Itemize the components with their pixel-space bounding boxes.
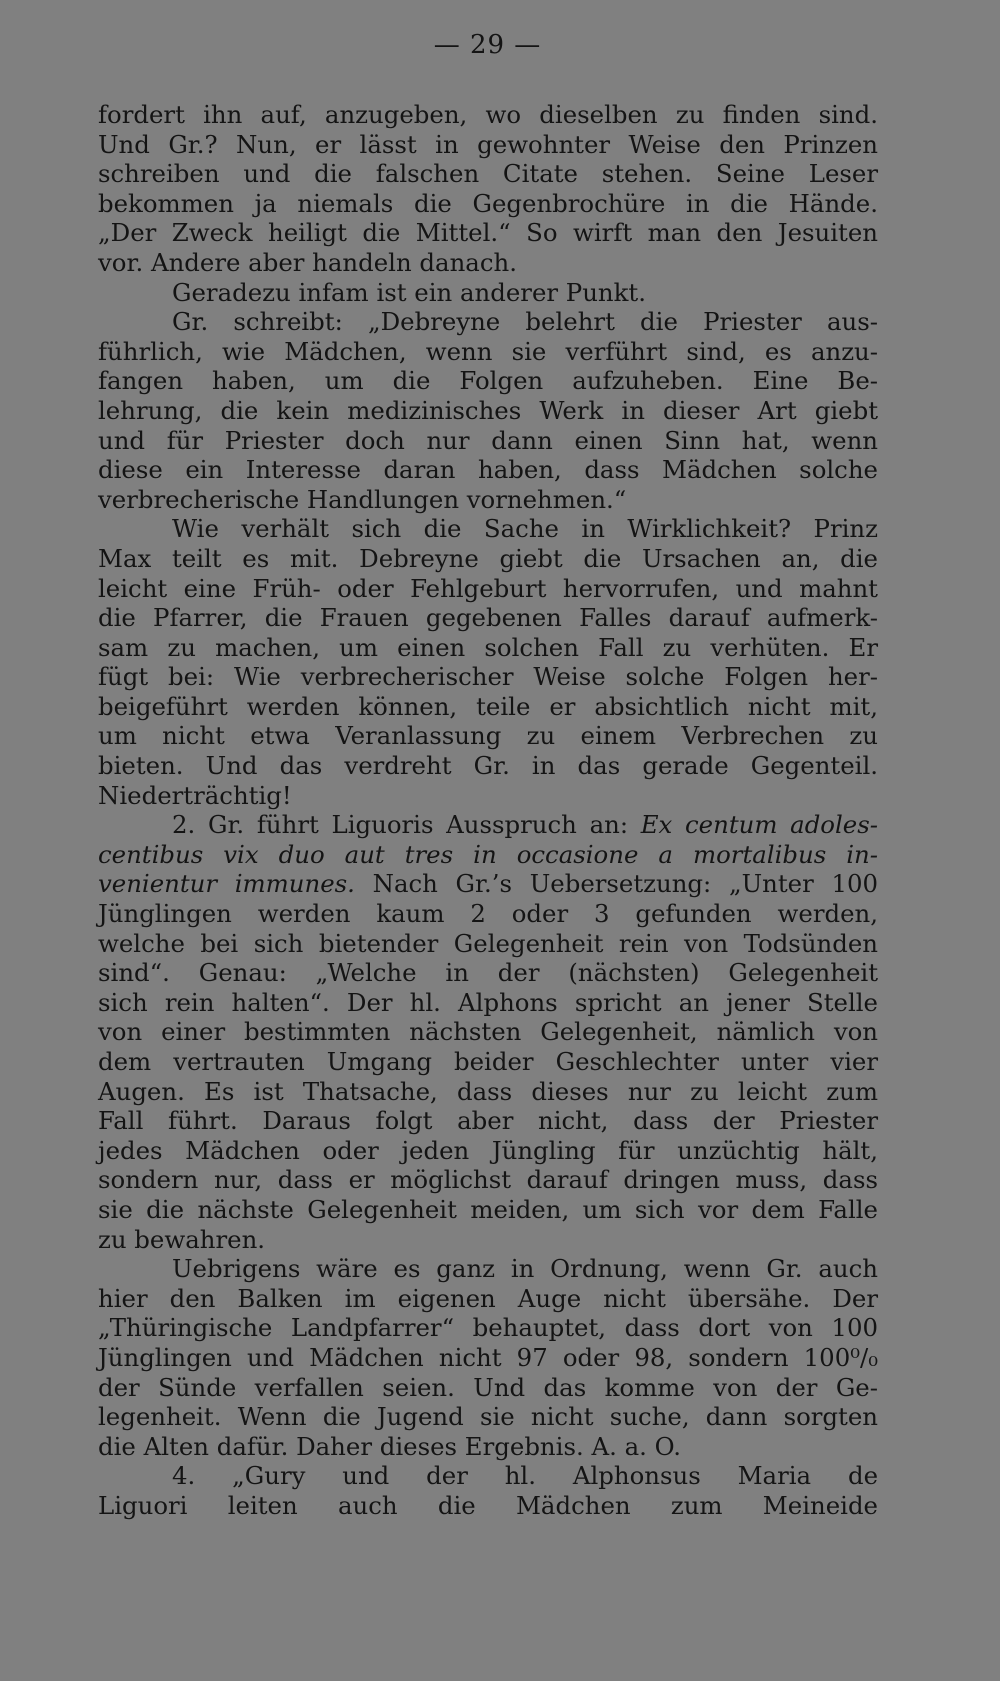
latin-after: Nach Gr.’s Uebersetzung: „Unter 100 [354, 869, 878, 899]
text-line: sich rein halten“. Der hl. Alphons spricht an jener Stelle [98, 987, 878, 1017]
text-line: hier den Balken im eigenen Auge nicht übersähe. Der [98, 1283, 878, 1313]
text-line: bekommen ja niemals die Gegenbrochüre in die Hände. [98, 188, 878, 218]
text-line: sam zu machen, um einen solchen Fall zu verhüten. Er [98, 632, 878, 662]
text-line: fordert ihn auf, anzugeben, wo dieselben zu finden sind. [98, 100, 878, 129]
text-line: jedes Mädchen oder jeden Jüngling für unzüchtig hält, [98, 1135, 878, 1165]
text-line: Geradezu infam ist ein anderer Punkt. [172, 277, 646, 307]
text-line: Jünglingen und Mädchen nicht 97 oder 98, sondern 100⁰/₀ [98, 1342, 878, 1372]
text-line: Augen. Es ist Thatsache, dass dieses nur zu leicht zum [98, 1076, 878, 1106]
text-line: beigeführt werden können, teile er absichtlich nicht mit, [98, 691, 878, 721]
text-line: die Alten dafür. Daher dieses Ergebnis. A. a. O. [98, 1431, 681, 1461]
text-line: der Sünde verfallen seien. Und das komme von der Ge- [98, 1372, 878, 1402]
text-line: Wie verhält sich die Sache in Wirklichkeit? Prinz [172, 514, 878, 544]
text-line: dem vertrauten Umgang beider Geschlechter unter vier [98, 1047, 878, 1076]
page-number: — 29 — [433, 30, 542, 60]
latin-italic-3: venientur immunes. [98, 869, 355, 899]
text-line: Gr. schreibt: „Debreyne belehrt die Priester aus- [172, 307, 878, 337]
text-line: „Thüringische Landpfarrer“ behauptet, dass dort von 100 [98, 1313, 878, 1343]
text-line: Und Gr.? Nun, er lässt in gewohnter Weise den Prinzen [98, 129, 878, 159]
text-line: 4. „Gury und der hl. Alphonsus Maria de [172, 1461, 878, 1491]
text-line: diese ein Interesse daran haben, dass Mädchen solche [98, 455, 878, 485]
latin-italic-1: Ex centum adoles- [640, 810, 878, 840]
text-line: bieten. Und das verdreht Gr. in das gerade Gegenteil. [98, 751, 878, 781]
latin-italic-2: centibus vix duo aut tres in occasione a mortalibus in- [98, 839, 878, 869]
text-line-latin-quote [98, 810, 878, 840]
text-line: welche bei sich bietender Gelegenheit rein von Todsünden [98, 928, 878, 958]
text-line: schreiben und die falschen Citate stehen. Seine Leser [98, 159, 878, 189]
text-line: sondern nur, dass er möglichst darauf dringen muss, dass [98, 1165, 878, 1195]
text-line: Jünglingen werden kaum 2 oder 3 gefunden werden, [98, 899, 878, 929]
latin-lead: 2. Gr. führt Liguoris Ausspruch an: [172, 810, 641, 840]
text-line: sie die nächste Gelegenheit meiden, um sich vor dem Falle [98, 1194, 878, 1224]
text-line: „Der Zweck heiligt die Mittel.“ So wirft man den Jesuiten [98, 218, 878, 248]
text-line: von einer bestimmten nächsten Gelegenheit, nämlich von [98, 1017, 878, 1047]
text-line: leicht eine Früh- oder Fehlgeburt hervorrufen, und mahnt [98, 573, 878, 603]
text-line: Liguori leiten auch die Mädchen zum Meineide [98, 1490, 878, 1520]
text-line: und für Priester doch nur dann einen Sinn hat, wenn [98, 425, 878, 455]
text-line: die Pfarrer, die Frauen gegebenen Falles darauf aufmerk- [98, 603, 878, 633]
body-text [98, 100, 878, 1521]
text-line: zu bewahren. [98, 1224, 266, 1254]
text-line: legenheit. Wenn die Jugend sie nicht suche, dann sorgten [98, 1402, 878, 1432]
text-line: führlich, wie Mädchen, wenn sie verführt sind, es anzu- [98, 336, 878, 366]
text-line: fangen haben, um die Folgen aufzuheben. Eine Be- [98, 366, 878, 396]
text-line: lehrung, die kein medizinisches Werk in dieser Art giebt [98, 395, 878, 425]
text-line: Niederträchtig! [98, 780, 292, 810]
text-line: fügt bei: Wie verbrecherischer Weise solche Folgen her- [98, 662, 878, 692]
text-line: um nicht etwa Veranlassung zu einem Verbrechen zu [98, 721, 878, 751]
text-line-translation [98, 869, 878, 899]
text-line: Uebrigens wäre es ganz in Ordnung, wenn Gr. auch [172, 1254, 878, 1284]
text-line: Fall führt. Daraus folgt aber nicht, dass der Priester [98, 1106, 878, 1136]
text-line: Max teilt es mit. Debreyne giebt die Ursachen an, die [98, 543, 878, 573]
text-line: sind“. Genau: „Welche in der (nächsten) Gelegenheit [98, 958, 878, 988]
text-line: vor. Andere aber handeln danach. [98, 247, 517, 277]
text-line: verbrecherische Handlungen vornehmen.“ [98, 484, 627, 514]
